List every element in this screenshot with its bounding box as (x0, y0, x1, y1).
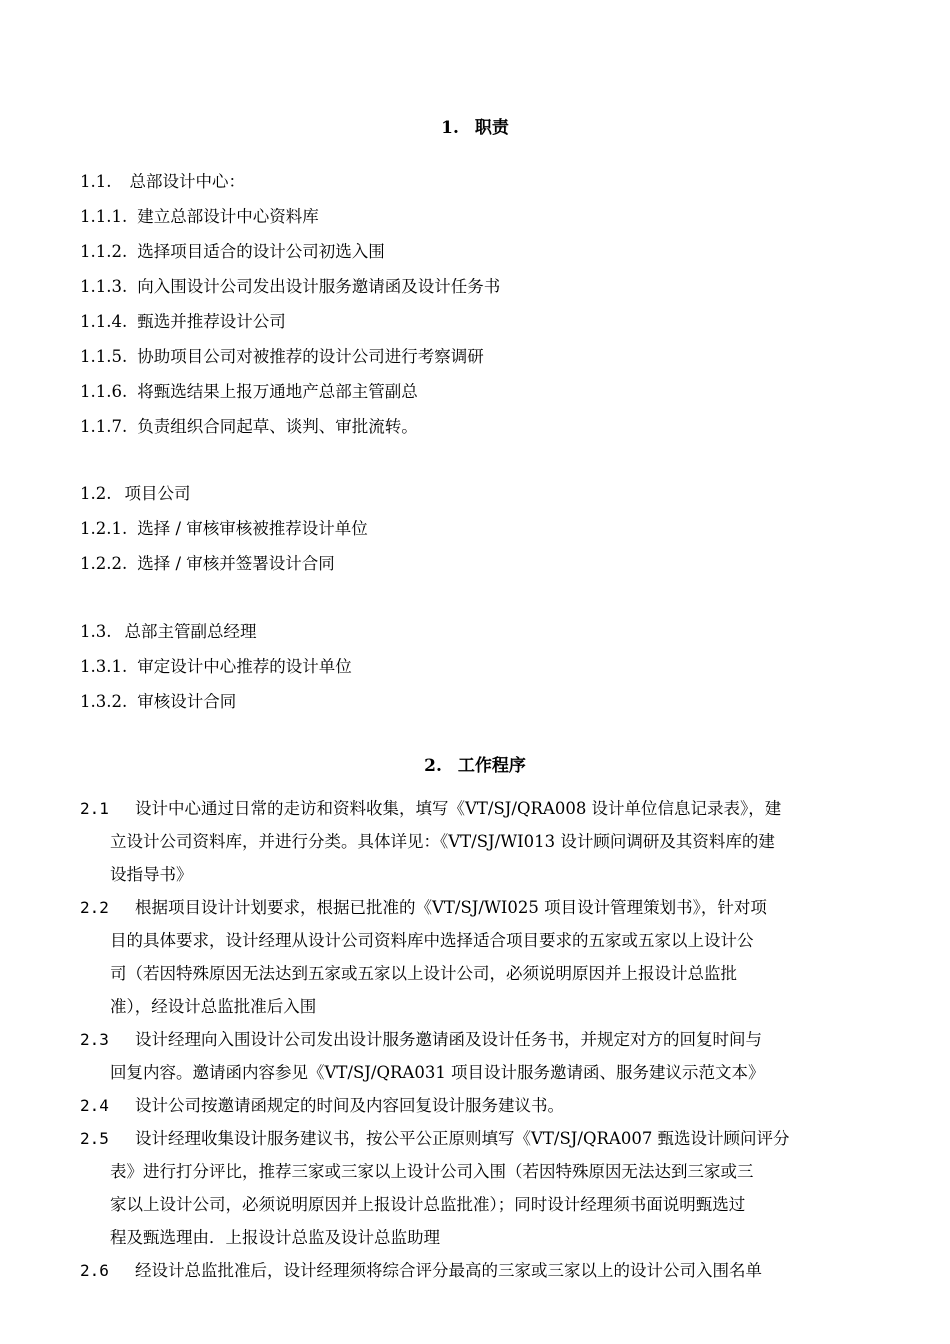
paragraph-number: 2.5 (80, 1129, 109, 1148)
item-number: 1.2. (80, 484, 112, 503)
item-text: 将甄选结果上报万通地产总部主管副总 (137, 382, 418, 401)
section-2-heading (0, 754, 950, 778)
section-title: 职责 (474, 118, 509, 138)
list-item (80, 690, 236, 714)
item-number: 1.1.1. (80, 207, 128, 226)
section-1-heading (0, 116, 950, 140)
item-text: 甄选并推荐设计公司 (137, 312, 286, 331)
item-number: 1.3.2. (80, 692, 128, 711)
item-number: 1.1.3. (80, 277, 128, 296)
list-item (80, 415, 418, 439)
item-text: 总部设计中心： (129, 172, 245, 191)
item-text: 协助项目公司对被推荐的设计公司进行考察调研 (137, 347, 484, 366)
item-number: 1.1.2. (80, 242, 128, 261)
list-item (80, 655, 352, 679)
procedure-paragraph (80, 1122, 870, 1254)
paragraph-number: 2.4 (80, 1096, 109, 1115)
item-text: 审定设计中心推荐的设计单位 (137, 657, 352, 676)
item-text: 审核设计合同 (137, 692, 237, 711)
procedure-paragraph (80, 1089, 870, 1122)
item-number: 1.3. (80, 622, 112, 641)
paragraph-line: 家以上设计公司，必须说明原因并上报设计总监批准）；同时设计经理须书面说明甄选过 (110, 1195, 746, 1214)
section-number: 2. (424, 756, 442, 776)
item-text: 选择 / 审核审核被推荐设计单位 (137, 519, 368, 538)
item-text: 建立总部设计中心资料库 (137, 207, 319, 226)
item-text: 选择 / 审核并签署设计合同 (137, 554, 335, 573)
list-item (80, 380, 418, 404)
paragraph-line: 回复内容。邀请函内容参见《VT/SJ/QRA031 项目设计服务邀请函、服务建议示范文本》 (110, 1063, 765, 1082)
procedure-paragraph (80, 792, 870, 891)
item-number: 1.1.6. (80, 382, 128, 401)
paragraph-line: 立设计公司资料库，并进行分类。具体详见：《VT/SJ/WI013 设计顾问调研及其资料库的建 (110, 832, 775, 851)
subsection-1-1 (80, 170, 245, 194)
paragraph-line: 根据项目设计计划要求，根据已批准的《VT/SJ/WI025 项目设计管理策划书》，针对项 (135, 898, 767, 917)
list-item (80, 345, 484, 369)
list-item (80, 517, 368, 541)
paragraph-line: 设计中心通过日常的走访和资料收集，填写《VT/SJ/QRA008 设计单位信息记录表》，建 (135, 799, 782, 818)
subsection-1-2 (80, 482, 191, 506)
item-number: 1.3.1. (80, 657, 128, 676)
paragraph-line: 准），经设计总监批准后入围 (110, 997, 317, 1016)
item-number: 1.1.4. (80, 312, 128, 331)
item-number: 1.1. (80, 172, 112, 191)
item-text: 项目公司 (124, 484, 191, 503)
subsection-1-3 (80, 620, 257, 644)
item-number: 1.1.5. (80, 347, 128, 366)
item-number: 1.1.7. (80, 417, 128, 436)
section-title: 工作程序 (457, 756, 526, 776)
list-item (80, 275, 500, 299)
procedure-paragraph (80, 891, 870, 1023)
list-item (80, 205, 319, 229)
procedure-paragraph (80, 1023, 870, 1089)
item-text: 选择项目适合的设计公司初选入围 (137, 242, 385, 261)
paragraph-line: 司（若因特殊原因无法达到五家或五家以上设计公司，必须说明原因并上报设计总监批 (110, 964, 737, 983)
item-text: 向入围设计公司发出设计服务邀请函及设计任务书 (137, 277, 501, 296)
paragraph-line: 表》进行打分评比，推荐三家或三家以上设计公司入围（若因特殊原因无法达到三家或三 (110, 1162, 754, 1181)
list-item (80, 310, 286, 334)
paragraph-line: 目的具体要求，设计经理从设计公司资料库中选择适合项目要求的五家或五家以上设计公 (110, 931, 754, 950)
paragraph-line: 程及甄选理由．上报设计总监及设计总监助理 (110, 1228, 440, 1247)
paragraph-line: 设指导书》 (110, 865, 193, 884)
list-item (80, 240, 385, 264)
paragraph-line: 设计公司按邀请函规定的时间及内容回复设计服务建议书。 (135, 1096, 564, 1115)
paragraph-number: 2.1 (80, 799, 109, 818)
item-text: 总部主管副总经理 (124, 622, 257, 641)
paragraph-number: 2.2 (80, 898, 109, 917)
paragraph-number: 2.6 (80, 1261, 109, 1280)
item-number: 1.2.1. (80, 519, 128, 538)
paragraph-number: 2.3 (80, 1030, 109, 1049)
item-text: 负责组织合同起草、谈判、审批流转。 (137, 417, 418, 436)
list-item (80, 552, 335, 576)
paragraph-line: 设计经理向入围设计公司发出设计服务邀请函及设计任务书，并规定对方的回复时间与 (135, 1030, 762, 1049)
paragraph-line: 设计经理收集设计服务建议书，按公平公正原则填写《VT/SJ/QRA007 甄选设计顾问评分 (135, 1129, 790, 1148)
section-number: 1. (441, 118, 459, 138)
procedure-paragraph (80, 1254, 870, 1287)
paragraph-line: 经设计总监批准后，设计经理须将综合评分最高的三家或三家以上的设计公司入围名单 (135, 1261, 762, 1280)
item-number: 1.2.2. (80, 554, 128, 573)
